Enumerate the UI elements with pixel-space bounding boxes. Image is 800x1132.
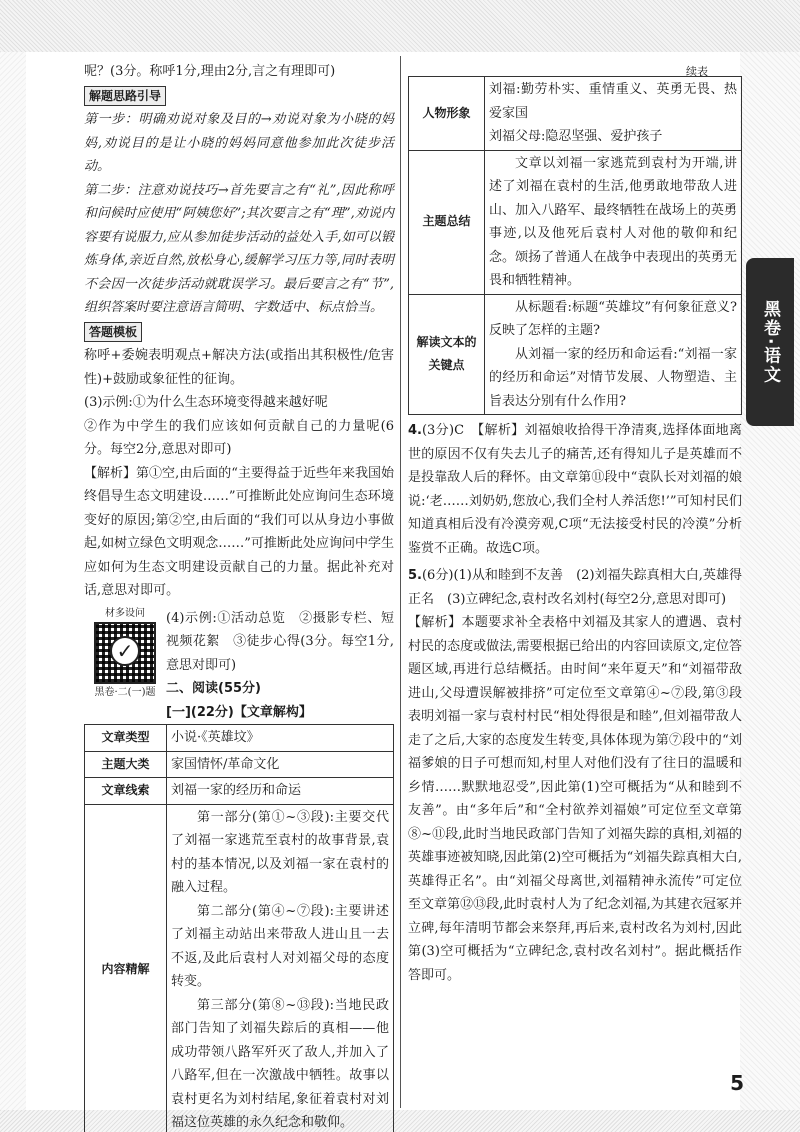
table-row — [409, 294, 742, 415]
reading-heading: 二、阅读(55分) — [166, 681, 261, 696]
example-3a: (3)示例:①为什么生态环境变得越来越好呢 — [84, 395, 328, 410]
section-thinking-heading: 解题思路引导 — [84, 86, 166, 106]
analysis-3: 【解析】第①空,由后面的“主要得益于近些年来我国始终倡导生态文明建设……”可推断此处应询问生态环境变好的原因;第②空,由后面的“我们可以从身边小事做起,如树立绿色文明观念……”可推断此处应询问中学生应如何为生态文明建设贡献自己的力量。据此补充对话,意思对即可。 — [84, 465, 394, 598]
table-cell: 家国情怀/革命文化 — [167, 751, 394, 778]
table-cell: 刘福一家的经历和命运 — [167, 778, 394, 805]
table-cell: 小说·《英雄坟》 — [167, 725, 394, 752]
theme-summary: 文章以刘福一家逃荒到袁村为开端,讲述了刘福在袁村的生活,他勇敢地带敌人进山、加入八路军、最终牺牲在战场上的英勇事迹,以及他死后袁村人对他的敬仰和纪念。颂扬了普通人在战争中表现出的英勇无畏和牺牲精神。 — [489, 155, 737, 288]
question-5-number: 5. — [408, 568, 422, 583]
column-divider — [400, 56, 401, 1108]
table-label: 主题大类 — [85, 751, 167, 778]
right-column — [408, 60, 742, 987]
continued-table — [408, 76, 742, 415]
example-4-block — [166, 607, 394, 725]
table-label: 文章线索 — [85, 778, 167, 805]
table-label: 解读文本的关键点 — [409, 294, 485, 415]
character-liufu: 刘福:勤劳朴实、重情重义、英勇无畏、热爱家国 — [489, 82, 737, 121]
table-label: 人物形象 — [409, 77, 485, 151]
table-label: 主题总结 — [409, 150, 485, 294]
scan-noise-left — [0, 52, 26, 1112]
qr-code-icon[interactable] — [94, 622, 156, 684]
step-one: 第一步：明确劝说对象及目的→劝说对象为小晓的妈妈,劝说目的是让小晓的妈妈同意他参加此次徒步活动。 — [84, 112, 394, 174]
template-text: 称呼+委婉表明观点+解决方法(或指出其积极性/危害性)+鼓励或象征性的征询。 — [84, 348, 394, 387]
article-structure-table — [84, 724, 394, 1132]
continued-label: 续表 — [686, 65, 708, 78]
left-column — [84, 60, 394, 1132]
table-row — [85, 725, 394, 752]
table-label: 内容精解 — [85, 804, 167, 1132]
table-row — [409, 150, 742, 294]
key-point-1: 从标题看:标题“英雄坟”有何象征意义?反映了怎样的主题? — [489, 299, 737, 338]
character-parents: 刘福父母:隐忍坚强、爱护孩子 — [489, 129, 663, 144]
qr-caption: 材多设问 — [105, 607, 145, 619]
table-label: 文章类型 — [85, 725, 167, 752]
question-4-number: 4. — [408, 423, 422, 438]
scan-noise-top — [0, 0, 800, 52]
check-icon: ✓ — [110, 636, 140, 666]
question-5-analysis: 【解析】本题要求补全表格中刘福及其家人的遭遇、袁村村民的态度或做法,需要根据已给出的内容回读原文,定位答题区域,再进行总结概括。由时间“来年夏天”和“刘福带敌进山,父母遭误解被排挤”可定位至文章第④~⑦段,第③段表明刘福一家与袁村村民“相处得很是和睦”,但刘福带敌人走了之后,大家的态度发生转变,具体体现为第⑦段中的“刘福爹娘的日子可想而知,村里人对他们没有了往日的温暖和乡情……默默地忍受”,因此第(1)空可概括为“从和睦到不友善”。由“多年后”和“全村欲养刘福娘”可定位至文章第⑧~⑪段,此时当地民政部门告知了刘福失踪的真相,刘福的英雄事迹被知晓,因此第(2)空可概括为“刘福失踪真相大白,英雄得正名”。由“刘福父母离世,刘福精神永流传”可定位至文章第⑫⑬段,此时袁村人为了纪念刘福,为其建衣冠冢并立碑,每年清明节都会来祭拜,再后来,袁村改名为刘村,因此第(3)空可概括为“立碑纪念,袁村改名刘村”。据此概括作答即可。 — [408, 615, 742, 983]
table-row — [85, 804, 394, 1132]
table-cell — [485, 150, 742, 294]
qr-code-area[interactable] — [84, 607, 166, 725]
table-row — [85, 778, 394, 805]
example-4: (4)示例:①活动总览 ②摄影专栏、短视频花絮 ③徒步心得(3分。每空1分,意思对即可) — [166, 610, 394, 673]
example-3b: ②作为中学生的我们应该如何贡献自己的力量呢(6分。每空2分,意思对即可) — [84, 418, 394, 457]
question-5 — [408, 564, 742, 987]
question-4 — [408, 419, 742, 560]
scan-noise-right — [740, 52, 800, 1112]
step-two: 第二步：注意劝说技巧→首先要言之有“礼”,因此称呼和问候时应使用“阿姨您好”;其次要言之有“理”,劝说内容要有说服力,应从参加徒步活动的益处入手,如可以锻炼身体,亲近自然,放松身心,缓解学习压力等,同时表明不会因一次徒步活动就耽误学习。最后要言之有“节”,组织答案时要注意语言简明、字数适中、标点恰当。 — [84, 182, 394, 315]
content-part-3: 第三部分(第⑧~⑬段):当地民政部门告知了刘福失踪后的真相——他成功带领八路军歼灭了敌人,并加入了八路军,但在一次激战中牺牲。故事以袁村更名为刘村结尾,象征着袁村对刘福这位英雄的永久纪念和敬仰。 — [171, 997, 389, 1130]
table-cell — [167, 804, 394, 1132]
table-cell — [485, 294, 742, 415]
key-point-2: 从刘福一家的经历和命运看:“刘福一家的经历和命运”对情节发展、人物塑造、主旨表达分别有什么作用? — [489, 346, 737, 409]
section-template-heading: 答题模板 — [84, 322, 142, 342]
page-number: 5 — [730, 1071, 744, 1095]
part1-heading: [一](22分)【文章解构】 — [166, 704, 312, 720]
content-part-1: 第一部分(第①~③段):主要交代了刘福一家逃荒至袁村的故事背景,袁村的基本情况,以及刘福一家在袁村的融入过程。 — [171, 809, 389, 895]
qr-caption-2: 黑卷·二(一)题 — [94, 686, 156, 698]
qr-example-block — [84, 607, 394, 725]
table-cell — [485, 77, 742, 151]
question-4-text: (3分)C 【解析】刘福娘收拾得干净清爽,选择体面地离世的原因不仅有失去儿子的痛苦,还有得知儿子是英雄而不是投靠敌人后的释怀。由文章第⑪段中“袁队长对刘福的娘说:‘老……刘奶奶,您放心,我们全村人养活您!’”可知村民们知道真相后没有冷漠旁观,C项“无法接受村民的冷漠”分析鉴赏不正确。故选C项。 — [408, 423, 742, 556]
content-part-2: 第二部分(第④~⑦段):主要讲述了刘福主动站出来带敌人进山且一去不返,及此后袁村人对刘福父母的态度转变。 — [171, 903, 389, 989]
table-row — [85, 751, 394, 778]
question-5-text: (6分)(1)从和睦到不友善 (2)刘福失踪真相大白,英雄得正名 (3)立碑纪念,袁村改名刘村(每空2分,意思对即可) — [408, 568, 742, 607]
table-row — [409, 77, 742, 151]
answer-line: 呢？(3分。称呼1分,理由2分,言之有理即可) — [84, 64, 336, 79]
subject-side-tab: 黑卷·语文 — [746, 258, 794, 426]
